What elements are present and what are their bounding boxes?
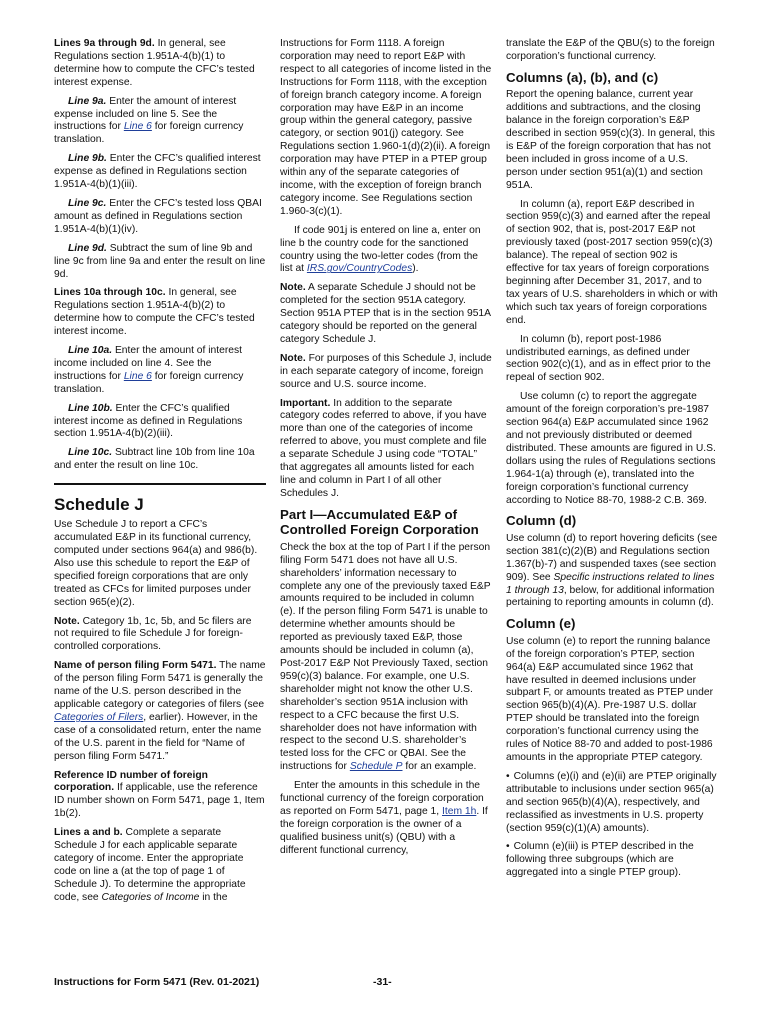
- line-9c-paragraph: [54, 198, 266, 237]
- text: A separate Schedule J should not be completed for the section 951A category. Section 951A PTEP that is in the section 951A category should be reported on the general category Schedule J.: [280, 282, 491, 345]
- heading: Line 9d.: [68, 242, 107, 254]
- italic-text: Categories of Income: [101, 891, 200, 903]
- column-d-heading: Column (d): [506, 513, 577, 529]
- text: Check the box at the top of Part I if the person filing Form 5471 does not have all U.S. shareholders’ information necessary to complete any one of the previously taxed E&P amounts required to be included in column (e). If the person filing Form 5471 is unable to determine whether amounts should be reported as previously taxed E&P, those amounts should be included in column (a), Post-2017 E&P Not Previously Taxed, section 959(c)(3) balance. For example, one U.S. shareholder might not know the other U.S. shareholder’s section 951A inclusion with respect to a CFC because the first U.S. shareholder does not have information with respect to the second U.S. shareholder’s tested loss for the CFC or QBAI. See the instructions for: [280, 541, 491, 773]
- text: Use column (d) to report hovering deficits (see section 381(c)(2)(B) and Regulations section 1.367(b)-7) and suspended taxes (see section 909). See: [506, 532, 718, 583]
- text: If applicable, use the reference ID number shown on Form 5471, page 1, Item 1b(2).: [54, 782, 265, 820]
- schedule-p-link[interactable]: Schedule P: [349, 761, 403, 773]
- text: Enter the amounts in this schedule in the functional currency of the foreign corporation as reported on Form 5471, page 1,: [280, 780, 484, 817]
- heading: Line 9b.: [68, 153, 107, 165]
- enter-amounts-paragraph: [280, 780, 492, 857]
- column-middle: [280, 38, 492, 864]
- opening-balance-paragraph: Report the opening balance, current year additions and subtractions, and the closing balance in the foreign corporation’s E&P described in section 959(c)(3). In general, this is E&P of the foreign corporation that has not been included in gross income of a U.S. person under section 951(a)(1) and section 951A.: [506, 89, 715, 191]
- heading: Important.: [280, 397, 331, 409]
- text: in the: [199, 891, 228, 903]
- heading: Lines 10a through 10c.: [54, 287, 166, 299]
- text: for an example.: [402, 761, 477, 773]
- text: Complete a separate Schedule J for each applicable separate category of income. Enter the appropriate code on line a (at the top of page 1 of Schedule J). To determine the appropriate code, see: [54, 827, 246, 903]
- heading: Line 9c.: [68, 197, 107, 209]
- heading: Note.: [280, 352, 306, 364]
- lines-10a-10c-paragraph: [54, 287, 266, 339]
- footer-form-title: Instructions for Form 5471 (Rev. 01-2021): [54, 976, 260, 988]
- text: For purposes of this Schedule J, include in each separate category of income, foreign source and U.S. source income.: [280, 352, 492, 390]
- text: Enter the CFC’s qualified interest expense as defined in Regulations section 1.951A-4(b)(1)(iii).: [54, 153, 261, 191]
- text: Enter the amount of interest income included on line 4. See the instructions for: [54, 345, 243, 382]
- heading: Line 10c.: [68, 447, 113, 459]
- reference-id-paragraph: [54, 770, 266, 822]
- translate-paragraph: translate the E&P of the QBU(s) to the foreign corporation’s functional currency.: [506, 38, 715, 62]
- column-b-paragraph: In column (b), report post-1986 undistributed earnings, as defined under section 902(c)(1), and as in effect prior to the repeal of section 902.: [506, 333, 711, 384]
- heading: Line 10b.: [68, 402, 113, 414]
- name-of-person-paragraph: [54, 660, 266, 763]
- schedule-j-title: Schedule J: [54, 495, 144, 515]
- text: Enter the amount of interest expense included on line 5. See the instructions for: [54, 95, 237, 133]
- item-1h-link[interactable]: Item 1h: [442, 805, 477, 817]
- text: In general, see Regulations section 1.951A-4(b)(1) to determine how to compute the CFC’s tested interest expense.: [54, 38, 255, 88]
- text: In general, see Regulations section 1.951A-4(b)(2) to determine how to compute the CFC’s tested interest income.: [54, 287, 255, 338]
- line-9b-paragraph: [54, 153, 266, 192]
- country-codes-link[interactable]: IRS.gov/CountryCodes: [306, 263, 413, 275]
- column-left: [54, 38, 266, 911]
- line-9a-paragraph: [54, 96, 266, 148]
- text: for foreign currency translation.: [54, 370, 244, 395]
- lines-9a-9d-paragraph: [54, 38, 266, 90]
- line-10c-paragraph: [54, 447, 266, 473]
- heading: Line 10a.: [68, 345, 113, 357]
- text: Enter the CFC’s qualified interest income as defined in Regulations section 1.951A-4(b)(2)(iii).: [54, 402, 243, 440]
- schedule-j-intro: Use Schedule J to report a CFC’s accumulated E&P in its functional currency, computed under sections 964(a) and 986(b). Also use this schedule to report the E&P of specified foreign corporations that are only treated as CFCs for limited purposes under section 965(e)(2).: [54, 519, 258, 608]
- column-right: [506, 38, 718, 886]
- section-divider: [54, 483, 266, 485]
- heading: Name of person filing Form 5471.: [54, 660, 217, 672]
- text: , earlier). However, in the case of a consolidated return, enter the name of the U.S. parent in the field for “Name of person filing Form 5471.”: [54, 711, 262, 762]
- page-number: -31-: [373, 976, 392, 988]
- part-1-paragraph: [280, 542, 492, 774]
- part-1-title: Part I—Accumulated E&P of Controlled Foreign Corporation: [280, 506, 479, 538]
- text: Enter the CFC’s tested loss QBAI amount as defined in Regulations section 1.951A-4(b)(1)(iv).: [54, 197, 262, 235]
- note-purposes-paragraph: [280, 353, 492, 392]
- line-9d-paragraph: [54, 243, 266, 282]
- bullet-item: • Column (e)(iii) is PTEP described in the following three subgroups (which are aggregated into a single PTEP group).: [506, 841, 718, 880]
- heading: Note.: [54, 615, 80, 627]
- column-e-paragraph: Use column (e) to report the running balance of the foreign corporation’s PTEP, section 964(a) E&P accumulated since 1962 that have resulted in deemed inclusions under subpart F, or amounts treated as PTEP under section 965(b)(4)(A). Pre-1987 U.S. dollar PTEP should be translated into the foreign corporation’s functional currency using the rules of Notice 88-70 and added to post-1986 amounts in the appropriate PTEP category.: [506, 635, 714, 763]
- heading: Lines 9a through 9d.: [54, 38, 155, 49]
- heading: Note.: [280, 282, 306, 294]
- note-section-951a-paragraph: [280, 282, 492, 347]
- categories-of-filers-link[interactable]: Categories of Filers: [54, 711, 144, 723]
- column-e-heading: Column (e): [506, 616, 576, 632]
- text: Subtract the sum of line 9b and line 9c from line 9a and enter the result on line 9d.: [54, 242, 266, 280]
- text: If code 901j is entered on line a, enter on line b the country code for the sanctioned country using the two-letter codes (from the list at: [280, 224, 481, 275]
- text: ).: [412, 263, 419, 275]
- heading: Reference ID number of foreign corporation.: [54, 769, 208, 794]
- text: Subtract line 10b from line 10a and enter the result on line 10c.: [54, 447, 255, 472]
- text: . If the foreign corporation is the owner of a qualified business unit(s) (QBU) with a different functional currency,: [280, 805, 488, 856]
- text: , below, for additional information pertaining to reporting amounts in column (d).: [506, 584, 715, 609]
- columns-abc-heading: Columns (a), (b), and (c): [506, 69, 659, 85]
- line-6-link[interactable]: Line 6: [123, 121, 152, 133]
- column-d-paragraph: [506, 533, 718, 610]
- heading: Lines a and b.: [54, 827, 123, 839]
- text: In addition to the separate category codes referred to above, if you have more than one of the categories of income referred to above, you must complete and file a separate Schedule J using code “TOTAL” that aggregates all amounts listed for each line and column in Part I of all other Schedules J.: [280, 397, 487, 499]
- italic-text: Specific instructions related to lines 1 through 13: [506, 571, 715, 596]
- lines-a-and-b-paragraph: [54, 827, 266, 904]
- code-901j-paragraph: [280, 225, 492, 277]
- important-paragraph: [280, 398, 492, 501]
- line-6-link[interactable]: Line 6: [123, 370, 152, 382]
- text: Category 1b, 1c, 5b, and 5c filers are not required to file Schedule J for foreign-controlled corporations.: [54, 615, 252, 653]
- bullet-item: • Columns (e)(i) and (e)(ii) are PTEP originally attributable to inclusions under section 965(a) and section 965(b)(4)(A), respectively, and reclassified as investments in U.S. property (section 959(c)(1)(A) amounts).: [506, 771, 718, 836]
- column-a-paragraph: In column (a), report E&P described in section 959(c)(3) and earned after the repeal of section 902, that is, post-2017 E&P not previously taxed (post-2017 section 959(c)(3) balance). The repeal of section 902 is effective for tax years of foreign corporations beginning after December 31, 2017, and to tax years of U.S. shareholders in which or with which such tax years of foreign corporations end.: [506, 198, 718, 326]
- note-paragraph: [54, 616, 266, 655]
- heading: Line 9a.: [68, 95, 107, 107]
- text: for foreign currency translation.: [54, 121, 244, 146]
- line-10b-paragraph: [54, 403, 266, 442]
- text: The name of the person filing Form 5471 is generally the name of the U.S. person described in the applicable category or categories of filers (see: [54, 660, 266, 710]
- line-10a-paragraph: [54, 345, 266, 397]
- column-c-paragraph: Use column (c) to report the aggregate amount of the foreign corporation’s pre-1987 section 964(a) E&P accumulated since 1962 and not previously distributed or deemed distributed. These amounts are figured in U.S. dollars using the rules of Regulations sections 1.964-1(a) through (e), translated into the foreign corporation’s functional currency according to Notice 88-70, 1988-2 C.B. 369.: [506, 391, 716, 506]
- form-1118-paragraph: Instructions for Form 1118. A foreign corporation may need to report E&P with respect to all categories of income listed in the Instructions for Form 1118, with the exception of foreign branch category income. A foreign corporation may have E&P in an income group within the general category, passive category, or section 901(j) category. See Regulations section 1.960-1(d)(2)(ii). A foreign corporation may have PTEP in a PTEP group within any of the separate categories of income, with the exception of foreign branch category income. See Regulations section 1.960-3(c)(1).: [280, 38, 492, 217]
